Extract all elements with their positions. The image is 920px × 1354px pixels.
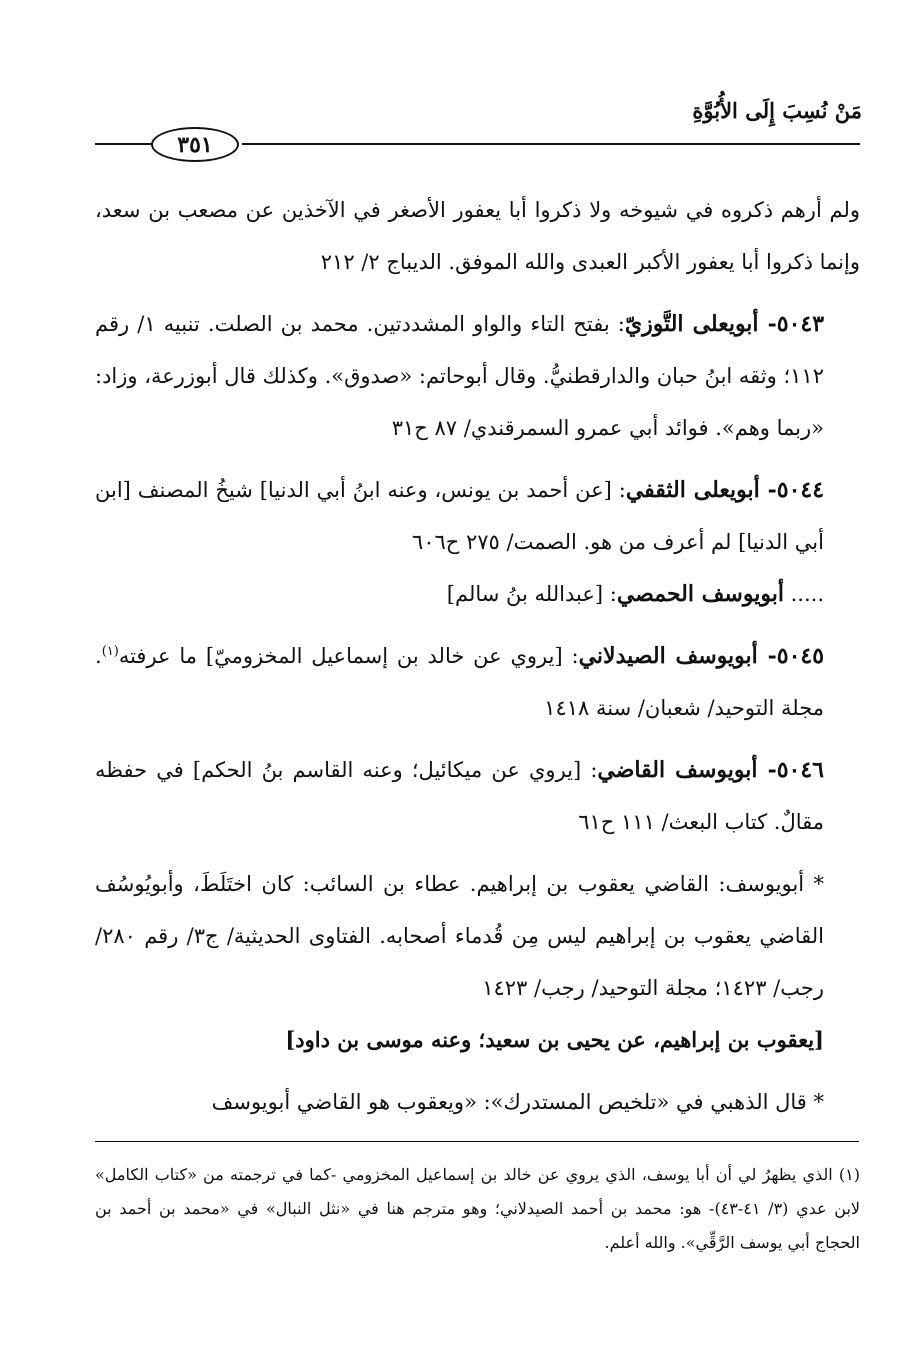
entry-text: : بفتح التاء والواو المشددتين. محمد بن الصلت. تنبيه ١/ رقم ١١٢؛ وثقه ابنُ حبان والدارقطنيُّ. وقال أبوحاتم: «صدوق». وكذلك قال أبوزرعة، وزاد: «ربما وهم». فوائد أبي عمرو السمرقندي/ ٨٧ ح٣١ xyxy=(95,312,824,440)
entry-text: : [يروي عن خالد بن إسماعيل المخزوميّ] ما عرفته xyxy=(118,644,579,668)
footnote-marker[interactable]: (١) xyxy=(101,644,119,659)
entry-number: ٥٠٤٣- xyxy=(758,311,825,337)
ref-dots: ..... xyxy=(783,582,824,606)
entry-name: أبويعلى الثقفي xyxy=(625,477,760,503)
entry-name: أبويعلى التَّوزيّ xyxy=(624,311,759,337)
entry-name: أبويوسف القاضي xyxy=(597,757,758,783)
entry-name: أبويوسف الصيدلاني xyxy=(578,643,758,669)
header-rule-left xyxy=(95,143,153,145)
entry-5043 xyxy=(95,298,860,454)
entry-number: ٥٠٤٥- xyxy=(757,643,825,669)
page-number-oval xyxy=(151,127,239,162)
entry-number: ٥٠٤٦- xyxy=(757,757,824,783)
entry-number: ٥٠٤٤- xyxy=(759,477,825,503)
running-title: مَنْ نُسِبَ إِلَى الأُبُوَّةِ xyxy=(692,98,862,123)
ref-name: أبويوسف الحمصي xyxy=(616,581,784,607)
note-paragraph: * أبويوسف: القاضي يعقوب بن إبراهيم. عطاء بن السائب: كان اختَلَطَ، وأبويُوسُف القاضي يعقوب بن إبراهيم ليس مِن قُدماء أصحابه. الفتاوى الحديثية/ ج٣/ رقم ٢٨٠/ رجب/ ١٤٢٣؛ مجلة التوحيد/ رجب/ ١٤٢٣ xyxy=(95,872,824,1000)
header-rule xyxy=(242,143,860,145)
ref-text: : [عبدالله بنُ سالم] xyxy=(446,582,617,606)
footnote-separator xyxy=(95,1141,859,1142)
main-text xyxy=(95,184,860,1138)
entry-text: : [عن أحمد بن يونس، وعنه ابنُ أبي الدنيا] شيخُ المصنف [ابن أبي الدنيا] لم أعرف من هو. الصمت/ ٢٧٥ ح٦٠٦ xyxy=(95,478,824,554)
page-number: ٣٥١ xyxy=(177,131,213,158)
entry-text: : [يروي عن ميكائيل؛ وعنه القاسم بنُ الحكم] في حفظه مقالٌ. كتاب البعث/ ١١١ ح٦١ xyxy=(95,758,824,834)
entry-text-continued: . مجلة التوحيد/ شعبان/ سنة ١٤١٨ xyxy=(95,644,824,720)
entry-5044 xyxy=(95,464,860,568)
paragraph-continuation: ولم أرهم ذكروه في شيوخه ولا ذكروا أبا يعفور الأصغر في الآخذين عن مصعب بن سعد، وإنما ذكروا أبا يعفور الأكبر العبدى والله الموفق. الديباج ٢/ ٢١٢ xyxy=(95,198,860,274)
footnote-1: (١) الذي يظهرُ لي أن أبا يوسف، الذي يروي عن خالد بن إسماعيل المخزومي -كما في ترجمته من «كتاب الكامل» لابن عدي (٣/ ٤١-٤٣)- هو: محمد بن أحمد الصيدلاني؛ وهو مترجم هنا في «نثل النبال» في «محمد بن أحمد بن الحجاج أبي يوسف الرَّقِّي». والله أعلم. xyxy=(95,1165,861,1252)
footnote-area xyxy=(95,1158,860,1260)
note-paragraph-2: * قال الذهبي في «تلخيص المستدرك»: «ويعقوب هو القاضي أبويوسف xyxy=(211,1090,824,1114)
cross-reference xyxy=(95,568,860,620)
entry-5045 xyxy=(95,630,860,734)
entry-5046 xyxy=(95,744,860,848)
isnad-bracket-line: [يعقوب بن إبراهيم، عن يحيى بن سعيد؛ وعنه موسى بن داود] xyxy=(285,1027,824,1052)
